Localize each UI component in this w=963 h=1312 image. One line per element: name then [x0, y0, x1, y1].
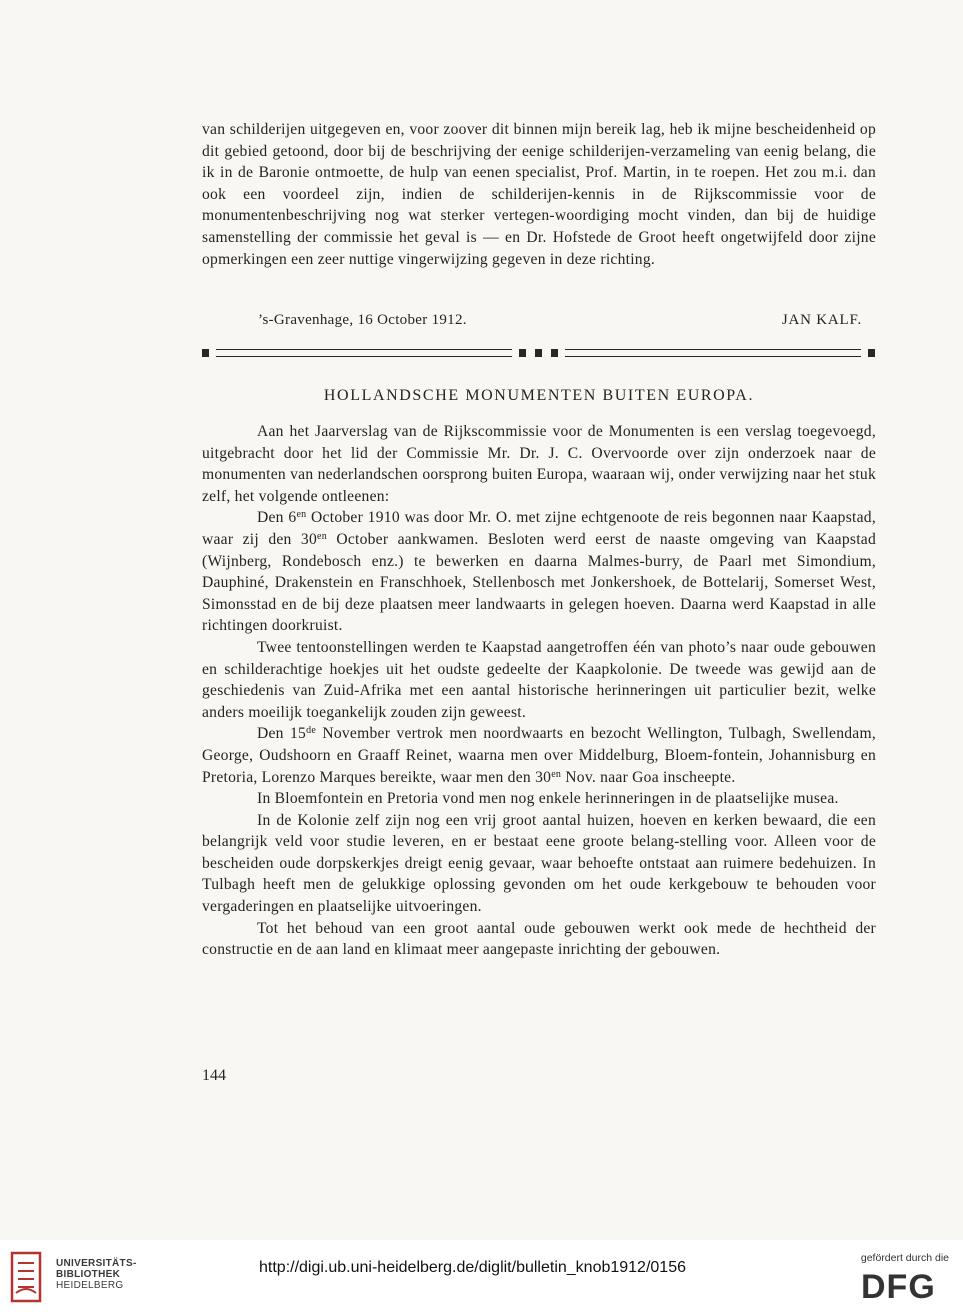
ornamental-divider [202, 346, 876, 360]
university-library-name: UNIVERSITÄTS- BIBLIOTHEK HEIDELBERG [56, 1258, 137, 1291]
dfg-logo-icon [859, 1268, 949, 1302]
dfg-logo-text: DFG [861, 1268, 936, 1302]
divider-square-right [868, 349, 875, 357]
article-title: HOLLANDSCHE MONUMENTEN BUITEN EUROPA. [323, 387, 755, 404]
digitization-footer [0, 1240, 963, 1312]
paragraph-7: Tot het behoud van een groot aantal oude gebouwen werkt ook mede de hechtheid der constructie en de aan land en klimaat meer aangepaste inrichting der gebouwen. [202, 919, 876, 959]
divider-square-center-2 [535, 349, 542, 357]
signature-line [202, 312, 876, 334]
funder-caption: gefördert durch die [860, 1252, 949, 1264]
divider-rule-left [216, 349, 512, 357]
divider-square-center-1 [519, 349, 526, 357]
paragraph-2: Den $6^{en}$ October 1910 was door Mr. O. met zijne echtgenoote de reis begonnen naar Kaapstad, waar zij den $30^{en}$ October aankwamen. Besloten werd eerst de naaste omgeving van Kaapstad (Wijnberg, Rondebosch enz.) te bewerken en daarna Malmes-burry, de Paarl met Simondium, Dauphiné, Drakenstein en Franschhoek, Stellenbosch met Jonkershoek, de Bottelarij, Somerset West, Simonsstad en de bij deze plaatsen meer landwaarts in gelegen hoeven. Daarna werd Kaapstad in alle richtingen doorkruist. [202, 509, 877, 635]
paragraph-6: In de Kolonie zelf zijn nog een vrij groot aantal huizen, hoeven en kerken bewaard, die een belangrijk veld voor studie leveren, en er bestaat eene groote belang-stelling voor. Alleen voor de bescheiden oude dorpskerkjes dreigt eenig gevaar, waar behoefte ontstaat aan ruimere bedehuizen. In Tulbagh heeft men de gelukkige oplossing gevonden om het oude kerkgebouw te behouden voor vergaderingen en plaatselijke uitvoeringen. [202, 811, 876, 916]
paragraph-1: Aan het Jaarverslag van de Rijkscommissie voor de Monumenten is een verslag toegevoegd, uitgebracht door het lid der Commissie Mr. Dr. J. C. Overvoorde over zijn onderzoek naar de monumenten van nederlandschen oorsprong buiten Europa, waaraan wij, onder verwijzing naar het stuk zelf, het volgende ontleenen: [202, 423, 876, 505]
paragraph-3: Twee tentoonstellingen werden te Kaapstad aangetroffen één van photo’s naar oude gebouwen en schilderachtige hoekjes uit het oudste gedeelte der Kaapkolonie. De tweede was gewijd aan de geschiedenis van Zuid-Afrika met een aantal historische herinneringen uit particulier bezit, welke anders moeilijk toegankelijk zouden zijn geweest. [202, 638, 876, 721]
continued-paragraph [202, 119, 876, 270]
university-library-logo-icon [8, 1249, 44, 1305]
divider-square-center-3 [551, 349, 558, 357]
article-body [202, 421, 876, 961]
source-url-link[interactable]: http://digi.ub.uni-heidelberg.de/diglit/bulletin_knob1912/0156 [259, 1259, 686, 1276]
page-number: 144 [202, 1067, 226, 1084]
paragraph-4: Den 15de November vertrok men noordwaarts en bezocht Wellington, Tulbagh, Swellendam, George, Oudshoorn en Graaff Reinet, waarna men over Middelburg, Bloem-fontein, Johannisburg en Pretoria, Lorenzo Marques bereikte, waar men den $30^{en}$ Nov. naar Goa inscheepte. [202, 725, 876, 786]
closing-paragraph: van schilderijen uitgegeven en, voor zoover dit binnen mijn bereik lag, heb ik mijne bescheidenheid op dit gebied getoond, door bij de beschrijving der eenige schilderijen-verzameling van eenig belang, die ik in de Baronie ontmoette, de hulp van eenen specialist, Prof. Martin, in te roepen. Het zou m.i. dan ook een voordeel zijn, indien de schilderijen-kennis in de Rijkscommissie voor de monumentenbeschrijving nog wat sterker vertegen-woordiging mocht vinden, dan bij de huidige samenstelling der commissie het geval is — en Dr. Hofstede de Groot heeft ongetwijfeld door zijne opmerkingen een zeer nuttige vingerwijzing gegeven in deze richting. [202, 121, 876, 268]
paragraph-5: In Bloemfontein en Pretoria vond men nog enkele herinneringen in de plaatselijke musea. [257, 790, 839, 808]
place-date: ’s-Gravenhage, 16 October 1912. [258, 312, 467, 328]
divider-square-left [202, 349, 209, 357]
divider-rule-right [565, 349, 861, 357]
author-name: JAN KALF. [781, 312, 862, 328]
